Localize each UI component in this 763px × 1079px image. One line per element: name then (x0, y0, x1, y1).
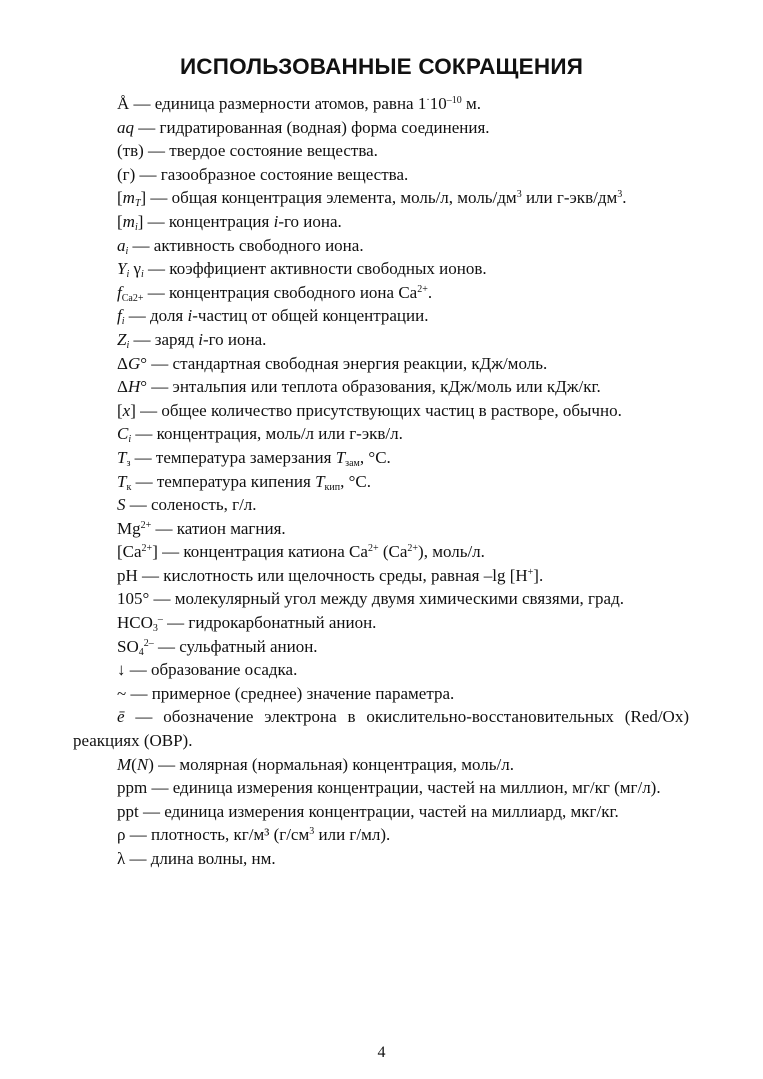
entry-text: ) — молярная (нормальная) концентрация, моль/л. (148, 754, 515, 774)
entry-text: -частиц от общей концентрации. (192, 306, 429, 326)
entry-text: Mg (117, 518, 141, 538)
entry-text: i (126, 339, 130, 351)
entry-text: HCO (117, 613, 153, 633)
abbreviation-entry (73, 116, 689, 140)
abbreviation-entry (73, 682, 689, 706)
entry-text: γ (129, 259, 142, 279)
entry-text: зам (345, 457, 360, 469)
entry-text: 3 (152, 623, 158, 635)
entry-text: x (122, 400, 131, 420)
entry-text: Δ (117, 377, 128, 397)
entry-text: з (126, 457, 131, 469)
entry-text: m (122, 211, 135, 231)
entry-text: — коэффициент активности свободных ионов. (143, 259, 487, 279)
abbreviations-list (73, 92, 689, 871)
abbreviation-entry (73, 705, 689, 752)
entry-text: ppm — единица измерения концентрации, частей на миллион, мг/кг (мг/л). (117, 778, 661, 798)
entry-text: ↓ — образование осадка. (117, 660, 298, 680)
entry-text: — заряд (129, 329, 199, 349)
entry-text: [ (117, 400, 123, 420)
entry-text: — доля (124, 306, 188, 326)
entry-text: , °С. (340, 471, 371, 491)
abbreviation-entry (73, 210, 689, 234)
entry-text: — катион магния. (151, 518, 286, 538)
entry-text: i (134, 221, 138, 233)
entry-text: – (157, 614, 163, 626)
entry-text: i (128, 434, 132, 446)
entry-text: — обозначение электрона в окислительно-восстановительных (Red/Ox) реакциях (ОВР). (73, 707, 689, 751)
entry-text: 3 (617, 189, 623, 201)
entry-text: pH — кислотность или щелочность среды, равная –lg [H (117, 565, 528, 585)
entry-text: SO (117, 636, 139, 656)
abbreviation-entry (73, 847, 689, 871)
entry-text: — концентрация, моль/л или г-экв/л. (131, 424, 403, 444)
entry-text: (г) — газообразное состояние вещества. (117, 164, 409, 184)
entry-text: 2+ (417, 283, 428, 295)
entry-text: ē (117, 707, 125, 727)
entry-text: , °С. (359, 447, 391, 467)
entry-text: N (136, 754, 149, 774)
entry-text: ~ — примерное (среднее) значение параметра. (117, 683, 455, 703)
entry-text: [Ca (117, 542, 142, 562)
abbreviation-entry (73, 540, 689, 564)
entry-text: — соленость, г/л. (125, 495, 257, 515)
entry-text: — температура замерзания (130, 447, 336, 467)
abbreviation-entry (73, 234, 689, 258)
entry-text: Ca2+ (121, 292, 144, 304)
entry-text: C (117, 424, 129, 444)
abbreviation-entry (73, 470, 689, 494)
entry-text: ), моль/л. (418, 542, 485, 562)
abbreviation-entry (73, 92, 689, 116)
entry-text: м. (461, 94, 481, 113)
abbreviation-entry (73, 753, 689, 777)
entry-text: f (117, 306, 122, 326)
entry-text: ρ — плотность, кг/м³ (г/см (117, 825, 310, 845)
abbreviation-entry (73, 139, 689, 163)
entry-text: -го иона. (278, 211, 342, 231)
abbreviation-entry (73, 257, 689, 281)
entry-text: Y (117, 259, 127, 279)
entry-text: к (126, 481, 132, 493)
entry-text: 2– (143, 637, 154, 649)
entry-text: T (134, 198, 141, 210)
entry-text: · (426, 95, 430, 106)
entry-text: (Ca (378, 542, 408, 562)
entry-text: 4 (138, 646, 144, 658)
abbreviation-entry (73, 352, 689, 376)
entry-text: — температура кипения (131, 471, 316, 491)
entry-text: ] — общее количество присутствующих частиц в растворе, обычно. (130, 400, 622, 420)
entry-text: [ (117, 211, 123, 231)
entry-text: i (126, 269, 130, 281)
abbreviation-entry (73, 823, 689, 847)
entry-text: 2+ (407, 543, 419, 555)
entry-text: 2+ (141, 543, 153, 555)
entry-text: i (141, 269, 144, 281)
entry-text: . (622, 188, 627, 208)
entry-text: ppt — единица измерения концентрации, частей на миллиард, мкг/кг. (117, 801, 619, 821)
entry-text: T (117, 471, 127, 491)
entry-text: . (427, 282, 433, 302)
entry-text: 3 (516, 189, 522, 201)
entry-text: G (127, 353, 141, 373)
abbreviation-entry (73, 375, 689, 399)
abbreviation-entry (73, 281, 689, 305)
entry-text: ° — стандартная свободная энергия реакции, кДж/моль. (140, 353, 548, 373)
abbreviation-entry (73, 800, 689, 824)
entry-text: 105° — молекулярный угол между двумя химическими связями, град. (117, 589, 624, 609)
entry-text: 2+ (367, 543, 379, 555)
entry-text: f (117, 282, 122, 302)
entry-text: m (122, 188, 135, 208)
abbreviation-entry (73, 517, 689, 541)
entry-text: i (273, 211, 279, 231)
entry-text: — гидрокарбонатный анион. (162, 613, 377, 633)
entry-text: -го иона. (202, 329, 267, 349)
abbreviation-entry (73, 304, 689, 328)
entry-text: λ — длина волны, нм. (117, 849, 276, 868)
entry-text: S (117, 495, 126, 515)
entry-text: i (121, 316, 125, 328)
entry-text: 2+ (140, 519, 152, 531)
abbreviation-entry (73, 422, 689, 446)
entry-text: a (117, 235, 126, 255)
entry-text: M (117, 754, 132, 774)
entry-text: или г/мл). (314, 825, 391, 845)
entry-text: i (125, 245, 129, 257)
entry-text: — сульфатный анион. (153, 636, 318, 656)
entry-text: + (527, 566, 534, 578)
entry-text: T (315, 471, 325, 491)
entry-text: Å — единица размерности атомов, равна 1 (117, 94, 427, 113)
entry-text: кип (324, 481, 341, 493)
abbreviation-entry (73, 611, 689, 635)
abbreviation-entry (73, 446, 689, 470)
entry-text: i (187, 306, 193, 326)
page-title: ИСПОЛЬЗОВАННЫЕ СОКРАЩЕНИЯ (179, 54, 584, 79)
entry-text: (тв) — твердое состояние вещества. (117, 141, 378, 161)
entry-text: ° — энтальпия или теплота образования, кДж/моль или кДж/кг. (140, 377, 601, 397)
abbreviation-entry (73, 163, 689, 187)
abbreviation-entry (73, 399, 689, 423)
entry-text: T (335, 447, 346, 467)
entry-text: –10 (446, 95, 462, 106)
entry-text: ] — концентрация (137, 211, 274, 231)
entry-text: T (117, 447, 127, 467)
entry-text: — концентрация свободного иона Ca (143, 282, 418, 302)
entry-text: 3 (309, 826, 315, 838)
abbreviation-entry (73, 186, 689, 210)
entry-text: ( (131, 754, 137, 774)
entry-text: — активность свободного иона. (128, 235, 364, 255)
abbreviation-entry (73, 328, 689, 352)
abbreviation-entry (73, 776, 689, 800)
abbreviation-entry (73, 493, 689, 517)
entry-text: ]. (533, 565, 544, 585)
entry-text: или г-экв/дм (521, 188, 618, 208)
entry-text: i (198, 329, 203, 349)
abbreviation-entry (73, 587, 689, 611)
page-number: 4 (377, 1044, 386, 1061)
entry-text: aq (117, 117, 134, 137)
abbreviation-entry (73, 658, 689, 682)
entry-text: [ (117, 188, 123, 208)
abbreviation-entry (73, 564, 689, 588)
entry-text: — гидратированная (водная) форма соединения. (134, 117, 490, 137)
abbreviation-entry (73, 635, 689, 659)
entry-text: ] — концентрация катиона Ca (152, 542, 368, 562)
entry-text: Δ (117, 353, 128, 373)
entry-text: H (127, 377, 141, 397)
entry-text: Z (117, 329, 127, 349)
entry-text: ] — общая концентрация элемента, моль/л, моль/дм (140, 188, 517, 208)
entry-text: 10 (429, 94, 447, 113)
